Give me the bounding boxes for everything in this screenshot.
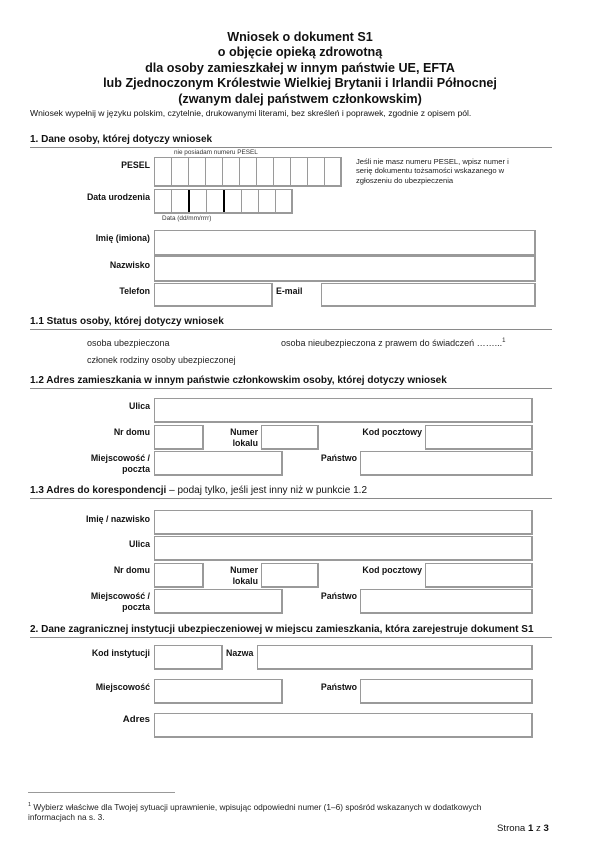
residence-house-no-label: Nr domu: [113, 427, 150, 437]
date-digit-box[interactable]: [207, 190, 225, 212]
institution-address-input[interactable]: [154, 713, 533, 738]
residence-house-no-input[interactable]: [154, 425, 204, 450]
correspondence-street-input[interactable]: [154, 536, 533, 561]
title-line-4: lub Zjednoczonym Królestwie Wielkiej Brytanii i Irlandii Północnej: [103, 76, 497, 91]
correspondence-name-label: Imię / nazwisko: [85, 514, 150, 524]
page-prefix: Strona: [497, 823, 526, 834]
apartment-label-line-1: Numer: [230, 565, 258, 575]
pesel-digit-box[interactable]: [206, 158, 223, 185]
footnote-number: 1: [28, 802, 32, 808]
section-1-1-heading: 1.1 Status osoby, której dotyczy wniosek: [30, 316, 552, 330]
institution-code-label: Kod instytucji: [91, 648, 150, 658]
city-label-line-1: Miejscowość /: [90, 591, 150, 601]
phone-label: Telefon: [119, 286, 150, 296]
residence-postal-code-label: Kod pocztowy: [362, 427, 422, 437]
footnote: [28, 800, 528, 823]
intro-instructions: Wniosek wypełnij w języku polskim, czytelnie, drukowanymi literami, bez skreśleń i poprawek, zgodnie z opisem pól.: [30, 108, 472, 118]
residence-postal-code-input[interactable]: [425, 425, 533, 450]
residence-city-input[interactable]: [154, 451, 283, 476]
first-name-label: Imię (imiona): [95, 233, 150, 243]
footnote-ref: 1: [502, 338, 506, 344]
footnote-text: Wybierz właściwe dla Twojej sytuacji uprawnienie, wpisując odpowiedni numer (1–6) spośród wskazanych w dodatkowych informacjach na s. 3.: [28, 801, 482, 823]
birth-date-label: Data urodzenia: [86, 192, 150, 202]
email-input[interactable]: [321, 283, 536, 307]
correspondence-postal-code-input[interactable]: [425, 563, 533, 588]
status-option-uninsured-text: osoba nieubezpieczona z prawem do świadczeń ……...: [281, 338, 503, 348]
apartment-label-line-2: lokalu: [232, 437, 258, 448]
date-digit-box[interactable]: [242, 190, 259, 212]
correspondence-street-label: Ulica: [128, 539, 150, 549]
residence-street-input[interactable]: [154, 398, 533, 423]
pesel-input[interactable]: [154, 157, 342, 187]
city-label-line-1: Miejscowość /: [90, 453, 150, 463]
correspondence-country-label: Państwo: [320, 591, 357, 601]
last-name-label: Nazwisko: [109, 260, 150, 270]
pesel-digit-box[interactable]: [223, 158, 240, 185]
correspondence-country-input[interactable]: [360, 589, 533, 614]
status-option-insured[interactable]: osoba ubezpieczona: [87, 338, 170, 348]
pesel-digit-box[interactable]: [257, 158, 274, 185]
section-1-heading: 1. Dane osoby, której dotyczy wniosek: [30, 134, 552, 148]
last-name-input[interactable]: [154, 256, 536, 282]
apartment-label-line-1: Numer: [230, 427, 258, 437]
date-digit-box[interactable]: [155, 190, 172, 212]
birth-date-hint: Data (dd/mm/rrrr): [162, 215, 212, 222]
institution-name-label: Nazwa: [226, 648, 254, 658]
pesel-digit-box[interactable]: [291, 158, 308, 185]
form-title: [0, 30, 600, 107]
apartment-label-line-2: lokalu: [232, 575, 258, 586]
title-line-2: o objęcie opieką zdrowotną: [217, 45, 383, 60]
date-digit-box[interactable]: [172, 190, 190, 212]
correspondence-house-no-label: Nr domu: [113, 565, 150, 575]
page-number: [497, 823, 549, 834]
birth-date-input[interactable]: [154, 189, 293, 214]
section-2-heading: 2. Dane zagranicznej instytucji ubezpieczeniowej w miejscu zamieszkania, która zarejestruje dokument S1: [30, 624, 552, 638]
pesel-digit-box[interactable]: [274, 158, 291, 185]
institution-address-label: Adres: [122, 714, 150, 725]
institution-name-input[interactable]: [257, 645, 533, 670]
residence-country-label: Państwo: [320, 453, 357, 463]
institution-city-input[interactable]: [154, 679, 283, 704]
date-digit-box[interactable]: [225, 190, 242, 212]
date-digit-box[interactable]: [259, 190, 276, 212]
correspondence-house-no-input[interactable]: [154, 563, 204, 588]
pesel-label: PESEL: [121, 160, 150, 170]
section-1-3-heading: [30, 485, 552, 499]
correspondence-postal-code-label: Kod pocztowy: [362, 565, 422, 575]
pesel-note: Jeśli nie masz numeru PESEL, wpisz numer i serię dokumentu tożsamości wskazanego w zgłoszeniu do ubezpieczenia: [356, 157, 509, 185]
residence-city-label: [40, 453, 150, 474]
title-line-1: Wniosek o dokument S1: [227, 30, 373, 44]
date-digit-box[interactable]: [190, 190, 207, 212]
residence-apartment-label: [210, 427, 258, 448]
residence-street-label: Ulica: [128, 401, 150, 411]
phone-input[interactable]: [154, 283, 273, 307]
section-1-3-heading-bold: 1.3 Adres do korespondencji: [30, 485, 167, 496]
status-option-family-member[interactable]: członek rodziny osoby ubezpieczonej: [87, 355, 236, 365]
residence-country-input[interactable]: [360, 451, 533, 476]
first-name-input[interactable]: [154, 230, 536, 256]
title-line-3: dla osoby zamieszkałej w innym państwie UE, EFTA: [145, 60, 455, 75]
section-1-2-heading: 1.2 Adres zamieszkania w innym państwie członkowskim osoby, której dotyczy wniosek: [30, 375, 552, 389]
city-label-line-2: poczta: [122, 601, 150, 612]
section-1-3-heading-note: – podaj tylko, jeśli jest inny niż w punkcie 1.2: [166, 485, 368, 496]
city-label-line-2: poczta: [122, 463, 150, 474]
correspondence-city-input[interactable]: [154, 589, 283, 614]
residence-apartment-input[interactable]: [261, 425, 319, 450]
institution-country-label: Państwo: [320, 682, 357, 692]
page-separator: z: [535, 823, 541, 834]
pesel-digit-box[interactable]: [240, 158, 257, 185]
pesel-digit-box[interactable]: [308, 158, 325, 185]
status-option-uninsured-entitled[interactable]: [281, 338, 505, 348]
correspondence-name-input[interactable]: [154, 510, 533, 535]
footnote-divider: [28, 792, 175, 793]
institution-code-input[interactable]: [154, 645, 223, 670]
pesel-digit-box[interactable]: [189, 158, 206, 185]
institution-country-input[interactable]: [360, 679, 533, 704]
correspondence-apartment-label: [210, 565, 258, 586]
pesel-digit-box[interactable]: [155, 158, 172, 185]
page-current: 1: [527, 823, 534, 834]
pesel-digit-box[interactable]: [172, 158, 189, 185]
correspondence-city-label: [40, 591, 150, 612]
institution-city-label: Miejscowość: [95, 682, 150, 692]
page-total: 3: [543, 823, 549, 834]
correspondence-apartment-input[interactable]: [261, 563, 319, 588]
email-label: E-mail: [276, 286, 303, 296]
title-line-5: (zwanym dalej państwem członkowskim): [178, 91, 422, 106]
no-pesel-label[interactable]: nie posiadam numeru PESEL: [174, 149, 258, 156]
